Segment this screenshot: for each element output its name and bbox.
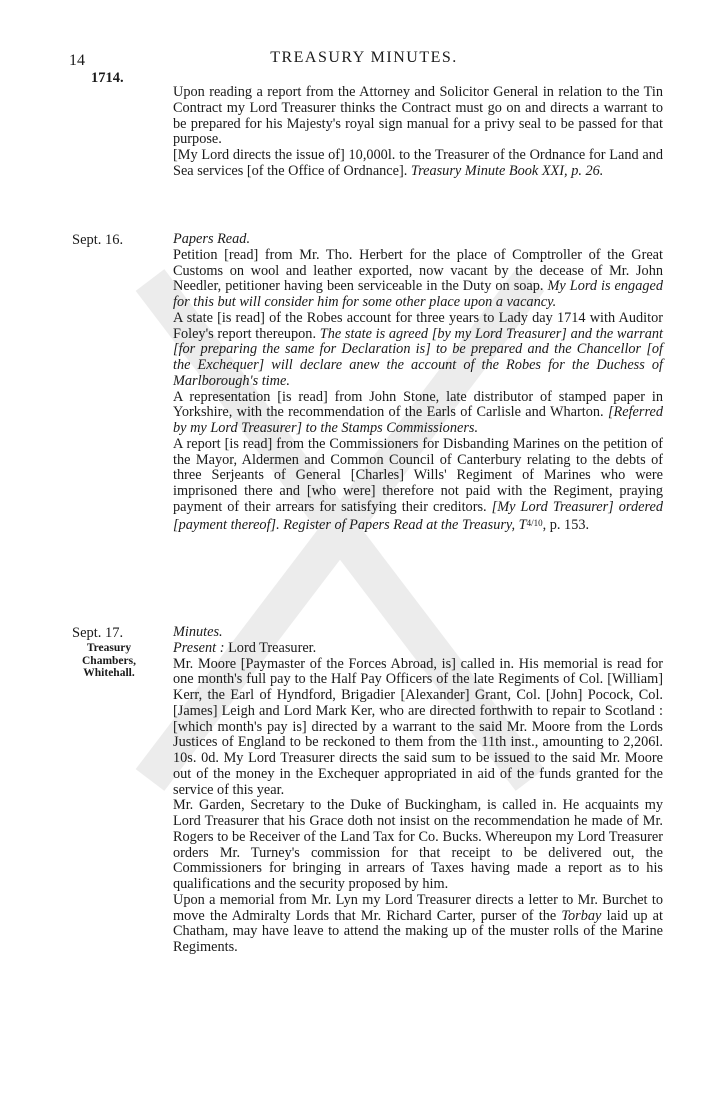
robes-account-paragraph (173, 311, 663, 390)
lyn-memorial-paragraph (173, 893, 663, 956)
running-title: TREASURY MINUTES. (270, 49, 458, 66)
tin-contract-paragraph: Upon reading a report from the Attorney and Solicitor General in relation to the Tin Contract my Lord Treasurer thinks the Contract must go on and directs a warrant to be prepared for his Majesty's royal sign manual for a privy seal to be passed for that purpose. (173, 84, 663, 148)
stone-representation-paragraph (173, 390, 663, 437)
present-value: Lord Treasurer. (228, 639, 317, 656)
ship-name: Torbay (561, 907, 602, 924)
present-label: Present : (173, 639, 225, 656)
margin-place: Treasury Chambers, Whitehall. (82, 642, 136, 679)
section-minutes (173, 625, 663, 956)
margin-date-sept-16: Sept. 16. (72, 232, 124, 248)
robes-account-text: A state [is read] of the Robes account for three years to Lady day 1714 with Auditor Foley's report thereupon. (173, 309, 663, 342)
margin-year: 1714. (91, 70, 124, 86)
section-1714-entries (173, 85, 663, 180)
minutes-heading: Minutes. (173, 624, 223, 640)
marines-report-page: , p. 153. (542, 516, 590, 533)
section-papers-read (173, 232, 663, 533)
stone-representation-text: A representation [is read] from John Stone, late distributor of stamped paper in Yorkshire, with the recommendation of the Earls of Carlisle and Wharton. (173, 388, 663, 421)
ordnance-issue-paragraph (173, 148, 663, 180)
moore-memorial-paragraph: Mr. Moore [Paymaster of the Forces Abroad, is] called in. His memorial is read for one month's full pay to the Half Pay Officers of the late Regiments of Col. [William] Kerr, the Earl of Hyndford, Brigadier [Alexander] Grant, Col. [John] Pocock, Col. [James] Leigh and Lord Mark Ker, who are directed forthwith to repair to Scotland : [which month's pay is] directed by a warrant to the said Mr. Moore from the Lords Justices of England to be reckoned to them from the 11th inst., amounting to 2,206l. 10s. 0d. My Lord Treasurer directs the said sum to be issued to the said Mr. Moore out of the money in the Exchequer appropriated in aid of the funds granted for the service of this year. (173, 655, 663, 798)
papers-read-heading: Papers Read. (173, 231, 251, 247)
ordnance-issue-reference: Treasury Minute Book XXI, p. 26. (410, 162, 604, 179)
marines-report-decision: [My Lord Treasurer] ordered [payment thereof]. (173, 498, 663, 533)
present-line (173, 641, 663, 657)
margin-date-sept-17: Sept. 17. (72, 625, 124, 641)
ordnance-issue-text: [My Lord directs the issue of] 10,000l. to the Treasurer of the Ordnance for Land and Sea services [of the Office of Ordnance]. (173, 147, 663, 179)
stone-representation-decision: [Referred by my Lord Treasurer] to the Stamps Commissioners. (173, 404, 663, 436)
lyn-memorial-text-a: Upon a memorial from Mr. Lyn my Lord Treasurer directs a letter to Mr. Burchet to move the Admiralty Lords that Mr. Richard Carter, purser of the (173, 891, 663, 924)
reference-fraction-numerator: 4 (526, 517, 532, 528)
lyn-memorial-text-b: laid up at Chatham, may have leave to attend the making up of the muster rolls of the Marine Regiments. (173, 907, 664, 955)
herbert-petition-text: Petition [read] from Mr. Tho. Herbert for the place of Comptroller of the Great Customs on wool and leather exported, now vacant by the decease of Mr. John Needler, petitioner having been serviceable in the Duty on soap. (173, 246, 663, 295)
herbert-petition-paragraph (173, 248, 663, 311)
reference-fraction: 4/10 (526, 517, 543, 528)
marines-report-text: A report [is read] from the Commissioners for Disbanding Marines on the petition of the Mayor, Aldermen and Common Council of Canterbury relating to the debts of three Serjeants of General [Charles] Wills' Regiment of Marines who were imprisoned there and [who were] therefore not paid with the Regiment, praying payment of their arrears for satisfying their creditors. (173, 435, 663, 515)
herbert-petition-decision: My Lord is engaged for this but will consider him for some other place upon a vacancy. (173, 278, 663, 310)
reference-fraction-denominator: 10 (533, 517, 543, 528)
marines-report-paragraph (173, 437, 663, 534)
marines-report-reference: Register of Papers Read at the Treasury, T (283, 516, 527, 533)
page-number: 14 (69, 52, 85, 69)
robes-account-decision: The state is agreed [by my Lord Treasurer] and the warrant [for preparing the same for Declaration is] to be prepared and the Chancellor [of the Exchequer] will declare anew the account of the Robes for the Duchess of Marlborough's time. (173, 325, 663, 389)
garden-paragraph: Mr. Garden, Secretary to the Duke of Buckingham, is called in. He acquaints my Lord Treasurer that his Grace doth not insist on the recommendation he made of Mr. Rogers to be Receiver of the Land Tax for Co. Bucks. Whereupon my Lord Treasurer orders Mr. Turney's commission for that receipt to be delivered out, the Commissioners for bringing in arrears of Taxes having made a report as to his qualifications and the security proposed by him. (173, 797, 663, 892)
